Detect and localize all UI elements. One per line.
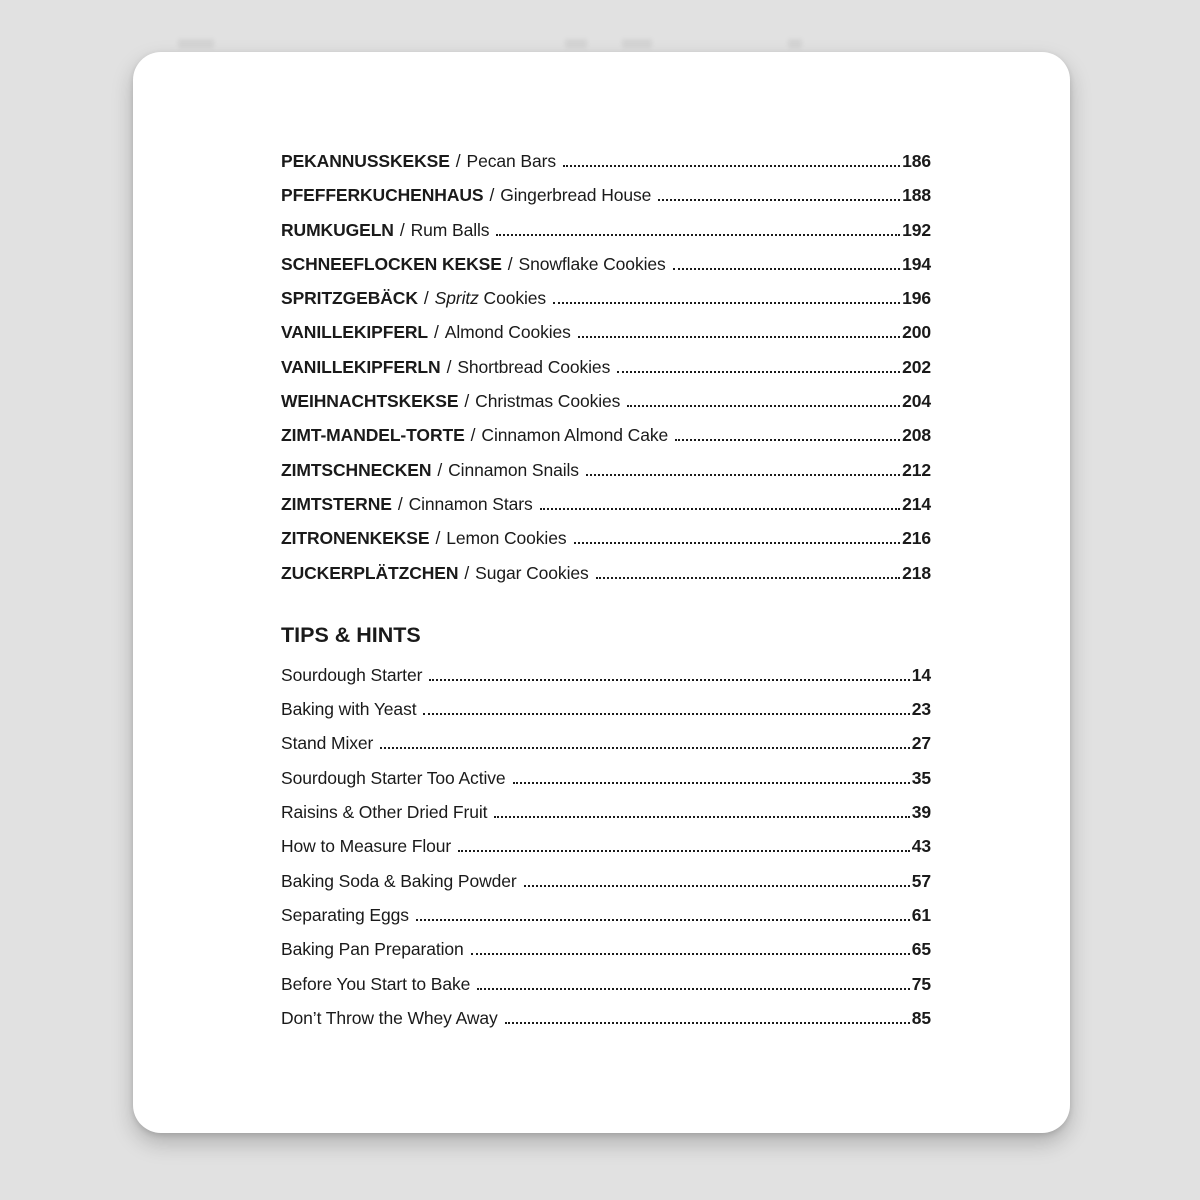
dot-leader: [658, 199, 900, 201]
page-number: 202: [902, 356, 931, 377]
recipe-entry: [281, 487, 931, 521]
title-separator: /: [455, 151, 461, 171]
entry-title: [281, 281, 546, 315]
tip-title: Separating Eggs: [281, 904, 409, 925]
dot-leader: [513, 782, 910, 784]
recipe-entry: [281, 281, 931, 315]
tip-entry: [281, 692, 931, 726]
entry-title: [281, 726, 373, 760]
page-number: 186: [902, 151, 931, 171]
recipe-german-name: VANILLEKIPFERLN: [281, 356, 441, 377]
entry-title: [281, 178, 651, 212]
page-number: 200: [902, 322, 931, 343]
page-number: 212: [902, 459, 931, 480]
recipe-entry: [281, 178, 931, 212]
recipe-entry: [281, 453, 931, 487]
tip-title: Sourdough Starter: [281, 664, 423, 685]
dot-leader: [505, 1022, 910, 1024]
entry-title: [281, 932, 464, 966]
page-number: 208: [902, 425, 931, 446]
entry-title: [281, 418, 668, 452]
entry-title: [281, 556, 589, 590]
scan-artifact: [788, 39, 802, 48]
dot-leader: [416, 919, 910, 921]
title-separator: /: [397, 493, 403, 514]
page-number: 194: [902, 253, 931, 274]
page-number: 23: [911, 699, 931, 720]
entry-title: [281, 350, 610, 384]
recipe-german-name: SCHNEEFLOCKEN KEKSE: [281, 253, 502, 274]
recipe-entry: [281, 213, 931, 247]
title-separator: /: [435, 528, 441, 549]
title-separator: /: [489, 185, 495, 206]
page-number: 214: [902, 493, 931, 514]
document-card: [133, 52, 1070, 1133]
page-number: 216: [902, 528, 931, 549]
recipe-entry: [281, 556, 931, 590]
dot-leader: [563, 165, 900, 167]
recipe-english-name: Cinnamon Snails: [448, 459, 579, 480]
dot-leader: [458, 850, 910, 852]
scan-artifact: [178, 39, 214, 48]
tip-title: Don’t Throw the Whey Away: [281, 1007, 498, 1028]
recipe-english-name: Shortbread Cookies: [457, 356, 611, 377]
page-number: 39: [911, 802, 931, 823]
page-number: 75: [911, 973, 931, 994]
tips-heading: TIPS & HINTS: [281, 622, 421, 647]
recipe-entry: [281, 521, 931, 555]
recipe-entry: [281, 315, 931, 349]
page-number: 35: [911, 767, 931, 788]
title-separator: /: [434, 322, 439, 343]
tip-title: Raisins & Other Dried Fruit: [281, 802, 488, 823]
recipe-english-name: Cinnamon Almond Cake: [481, 425, 669, 446]
recipe-english-name: Rum Balls: [410, 219, 490, 240]
entry-title: [281, 967, 470, 1001]
recipe-entry: [281, 350, 931, 384]
tip-entry: [281, 726, 931, 760]
page-number: 192: [902, 219, 931, 240]
entry-title: [281, 761, 506, 795]
recipe-german-name: ZIMTSTERNE: [281, 493, 392, 514]
tip-entry: [281, 864, 931, 898]
title-separator: /: [423, 288, 429, 309]
tip-title: Baking Pan Preparation: [281, 939, 464, 960]
dot-leader: [380, 747, 909, 749]
recipe-english-name: Sugar Cookies: [475, 562, 589, 583]
page-number: 204: [902, 391, 931, 412]
entry-title: [281, 1001, 498, 1035]
entry-title: [281, 144, 556, 178]
dot-leader: [423, 713, 909, 715]
recipe-english-name: Christmas Cookies: [475, 391, 621, 412]
entry-title: [281, 213, 489, 247]
entry-title: [281, 829, 451, 863]
recipe-entry: [281, 144, 931, 178]
dot-leader: [673, 268, 900, 270]
recipe-entry: [281, 247, 931, 281]
tip-entry: [281, 761, 931, 795]
recipes-list: [281, 144, 931, 590]
tip-title: Sourdough Starter Too Active: [281, 767, 506, 788]
tips-list: [281, 658, 931, 1035]
title-separator: /: [446, 356, 452, 377]
recipe-german-name: ZIMT-MANDEL-TORTE: [281, 425, 465, 446]
entry-title: [281, 487, 533, 521]
recipe-german-name: PEKANNUSSKEKSE: [281, 151, 450, 171]
tip-entry: [281, 795, 931, 829]
title-separator: /: [464, 391, 470, 412]
table-of-contents: [133, 52, 1070, 1035]
recipe-german-name: WEIHNACHTSKEKSE: [281, 391, 459, 412]
scan-artifact: [622, 39, 652, 48]
page-number: 196: [902, 288, 931, 309]
tip-entry: [281, 829, 931, 863]
tip-title: Baking Soda & Baking Powder: [281, 870, 517, 891]
entry-title: [281, 898, 409, 932]
entry-title: [281, 658, 422, 692]
dot-leader: [494, 816, 909, 818]
tip-entry: [281, 898, 931, 932]
recipe-entry: [281, 418, 931, 452]
tip-entry: [281, 967, 931, 1001]
dot-leader: [596, 577, 900, 579]
recipe-english-name: Pecan Bars: [466, 151, 557, 171]
recipe-german-name: ZUCKERPLÄTZCHEN: [281, 562, 459, 583]
tip-title: Before You Start to Bake: [281, 973, 471, 994]
page-number: 65: [911, 939, 931, 960]
tip-entry: [281, 932, 931, 966]
tip-title: Baking with Yeast: [281, 699, 417, 720]
dot-leader: [675, 439, 900, 441]
scan-artifact: [565, 39, 587, 48]
recipe-english-name: Spritz: [434, 288, 479, 309]
entry-title: [281, 315, 571, 349]
tip-entry: [281, 658, 931, 692]
entry-title: [281, 384, 620, 418]
entry-title: [281, 453, 579, 487]
dot-leader: [586, 474, 900, 476]
recipe-german-name: RUMKUGELN: [281, 219, 394, 240]
page-number: 218: [902, 562, 931, 583]
page-number: 14: [911, 664, 931, 685]
recipe-english-name: Cookies: [478, 288, 547, 309]
title-separator: /: [470, 425, 476, 446]
page-number: 43: [911, 836, 931, 857]
tip-title: How to Measure Flour: [281, 836, 452, 857]
dot-leader: [617, 371, 900, 373]
dot-leader: [553, 302, 900, 304]
entry-title: [281, 521, 567, 555]
recipe-english-name: Snowflake Cookies: [518, 253, 666, 274]
recipe-english-name: Cinnamon Stars: [408, 493, 533, 514]
entry-title: [281, 795, 487, 829]
dot-leader: [524, 885, 910, 887]
entry-title: [281, 864, 517, 898]
page-number: 27: [911, 733, 931, 754]
recipe-entry: [281, 384, 931, 418]
page-number: 188: [902, 185, 931, 206]
tip-title: Stand Mixer: [281, 733, 374, 754]
recipe-english-name: Lemon Cookies: [446, 528, 567, 549]
title-separator: /: [399, 219, 405, 240]
dot-leader: [477, 988, 909, 990]
dot-leader: [574, 542, 901, 544]
page-number: 85: [911, 1007, 931, 1028]
dot-leader: [429, 679, 909, 681]
tip-entry: [281, 1001, 931, 1035]
recipe-german-name: PFEFFERKUCHENHAUS: [281, 185, 484, 206]
title-separator: /: [464, 562, 470, 583]
entry-title: [281, 692, 416, 726]
dot-leader: [540, 508, 900, 510]
entry-title: [281, 247, 666, 281]
recipe-english-name: Almond Cookies: [444, 322, 571, 343]
recipe-german-name: SPRITZGEBÄCK: [281, 288, 418, 309]
page-number: 61: [911, 904, 931, 925]
dot-leader: [627, 405, 900, 407]
title-separator: /: [507, 253, 513, 274]
title-separator: /: [437, 459, 443, 480]
dot-leader: [578, 336, 900, 338]
recipe-german-name: VANILLEKIPFERL: [281, 322, 429, 343]
recipe-english-name: Gingerbread House: [500, 185, 652, 206]
page-number: 57: [911, 870, 931, 891]
recipe-german-name: ZIMTSCHNECKEN: [281, 459, 432, 480]
dot-leader: [496, 234, 900, 236]
recipe-german-name: ZITRONENKEKSE: [281, 528, 430, 549]
dot-leader: [471, 953, 910, 955]
